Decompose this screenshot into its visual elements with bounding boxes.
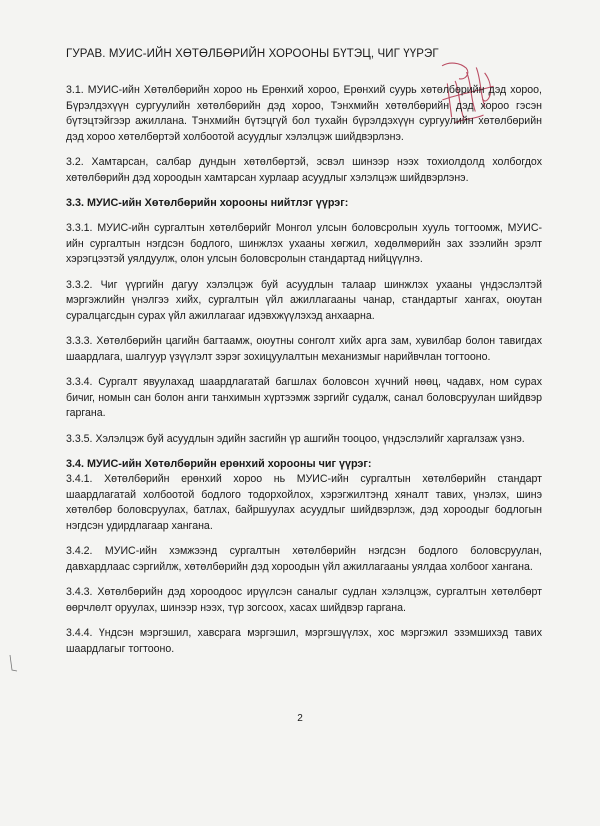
paragraph-3-3-1: 3.3.1. МУИС-ийн сургалтын хөтөлбөрийг Монгол улсын боловсролын хууль тогтоомж, МУИС-ийн сургалтын нэгдсэн бодлого, шинжлэх ухааны хөгжил, хөдөлмөрийн зах зээлийн эрэлт хэрэгцээтэй уялдуулж, олон улсын боловсролын стандартад нийцүүлнэ. — [66, 222, 542, 265]
paragraph-3-4-4: 3.4.4. Үндсэн мэргэшил, хавсрага мэргэшил, мэргэшүүлэх, хос мэргэжил эзэмшихэд тавих шаардлагыг тогтооно. — [66, 627, 542, 655]
paragraph-3-1: 3.1. МУИС-ийн Хөтөлбөрийн хороо нь Ерөнхий хороо, Ерөнхий суурь хөтөлбөрийн дэд хороо, Бүрэлдэхүүн сургуулийн хөтөлбөрийн дэд хороо, Тэнхмийн хөтөлбөрийн дэд хороо гэсэн бүтэцтэйгээр ажиллана. Тэнхмийн бүтэцгүй бол тухайн бүрэлдэхүүн сургуулийн хөтөлбөрийн дэд хороо хөтөлбөртэй холбоотой асуудлыг хэлэлцэж шийдвэрлэнэ. — [66, 84, 542, 143]
paragraph-3-4-1: 3.4.1. Хөтөлбөрийн ерөнхий хороо нь МУИС-ийн сургалтын хөтөлбөрийн стандарт шаардлагатай холбоотой бодлого тодорхойлох, хэрэгжилтэнд хяналт тавих, үнэлэх, шинэ хөтөлбөр боловсруулах, батлах, байршуулах асуудлыг шийдвэрлэж, дэд хороодыг бодлогын нэгдсэн удирдлагаар хангана. — [66, 473, 542, 532]
scan-mark — [8, 654, 18, 672]
page-heading: ГУРАВ. МУИС-ИЙН ХӨТӨЛБӨРИЙН ХОРООНЫ БҮТЭЦ, ЧИГ ҮҮРЭГ — [66, 48, 439, 60]
paragraph-3-4-2: 3.4.2. МУИС-ийн хэмжээнд сургалтын хөтөлбөрийн нэгдсэн бодлого боловсруулан, давхардлаас сэргийлж, хөтөлбөрийн дэд хороодын үйл ажиллагааны уялдаа холбоог хангана. — [66, 545, 542, 573]
section-heading-3-3: 3.3. МУИС-ийн Хөтөлбөрийн хорооны нийтлэг үүрэг: — [66, 197, 349, 209]
paragraph-3-3-2: 3.3.2. Чиг үүргийн дагуу хэлэлцэж буй асуудлын талаар шинжлэх ухааны үндэслэлтэй мэргэжлийн үнэлгээ хийх, сургалтын үйл ажиллагааны чанар, стандартыг хангах, оюутан суралцагсдын сурах үйл ажиллагааг идэвхжүүлэхэд анхаарна. — [66, 278, 542, 322]
document-body — [66, 83, 542, 657]
paragraph-3-3-5: 3.3.5. Хэлэлцэж буй асуудлын эдийн засгийн үр ашгийн тооцоо, үндэслэлийг харгалзаж үзнэ. — [66, 432, 525, 445]
paragraph-3-4-3: 3.4.3. Хөтөлбөрийн дэд хороодоос ирүүлсэн саналыг судлан хэлэлцэж, сургалтын хөтөлбөрт өөрчлөлт оруулах, шинээр нээх, түр зогсоох, хасах шийдвэр гаргана. — [66, 586, 542, 614]
page-number: 2 — [297, 713, 303, 724]
paragraph-3-2: 3.2. Хамтарсан, салбар дундын хөтөлбөртэй, эсвэл шинээр нээх тохиолдолд холбогдох хөтөлбөрийн дэд хороодын хамтарсан хурлаар асуудлыг хэлэлцэж шийдвэрлэнэ. — [66, 156, 542, 184]
section-heading-3-4: 3.4. МУИС-ийн Хөтөлбөрийн ерөнхий хорооны чиг үүрэг: — [66, 458, 372, 470]
paragraph-3-3-3: 3.3.3. Хөтөлбөрийн цагийн багтаамж, оюутны сонголт хийх арга зам, хувилбар болон тавигдах шаардлага, шалгуур үзүүлэлт зэрэг зохицуулалтын механизмыг нарийвчлан тогтооно. — [66, 335, 542, 363]
paragraph-3-3-4: 3.3.4. Сургалт явуулахад шаардлагатай багшлах боловсон хүчний нөөц, чадавх, ном сурах бичиг, номын сан болон анги танхимын хүртээмж зэргийг судалж, санал боловсруулан шийдвэр гаргана. — [66, 376, 542, 419]
